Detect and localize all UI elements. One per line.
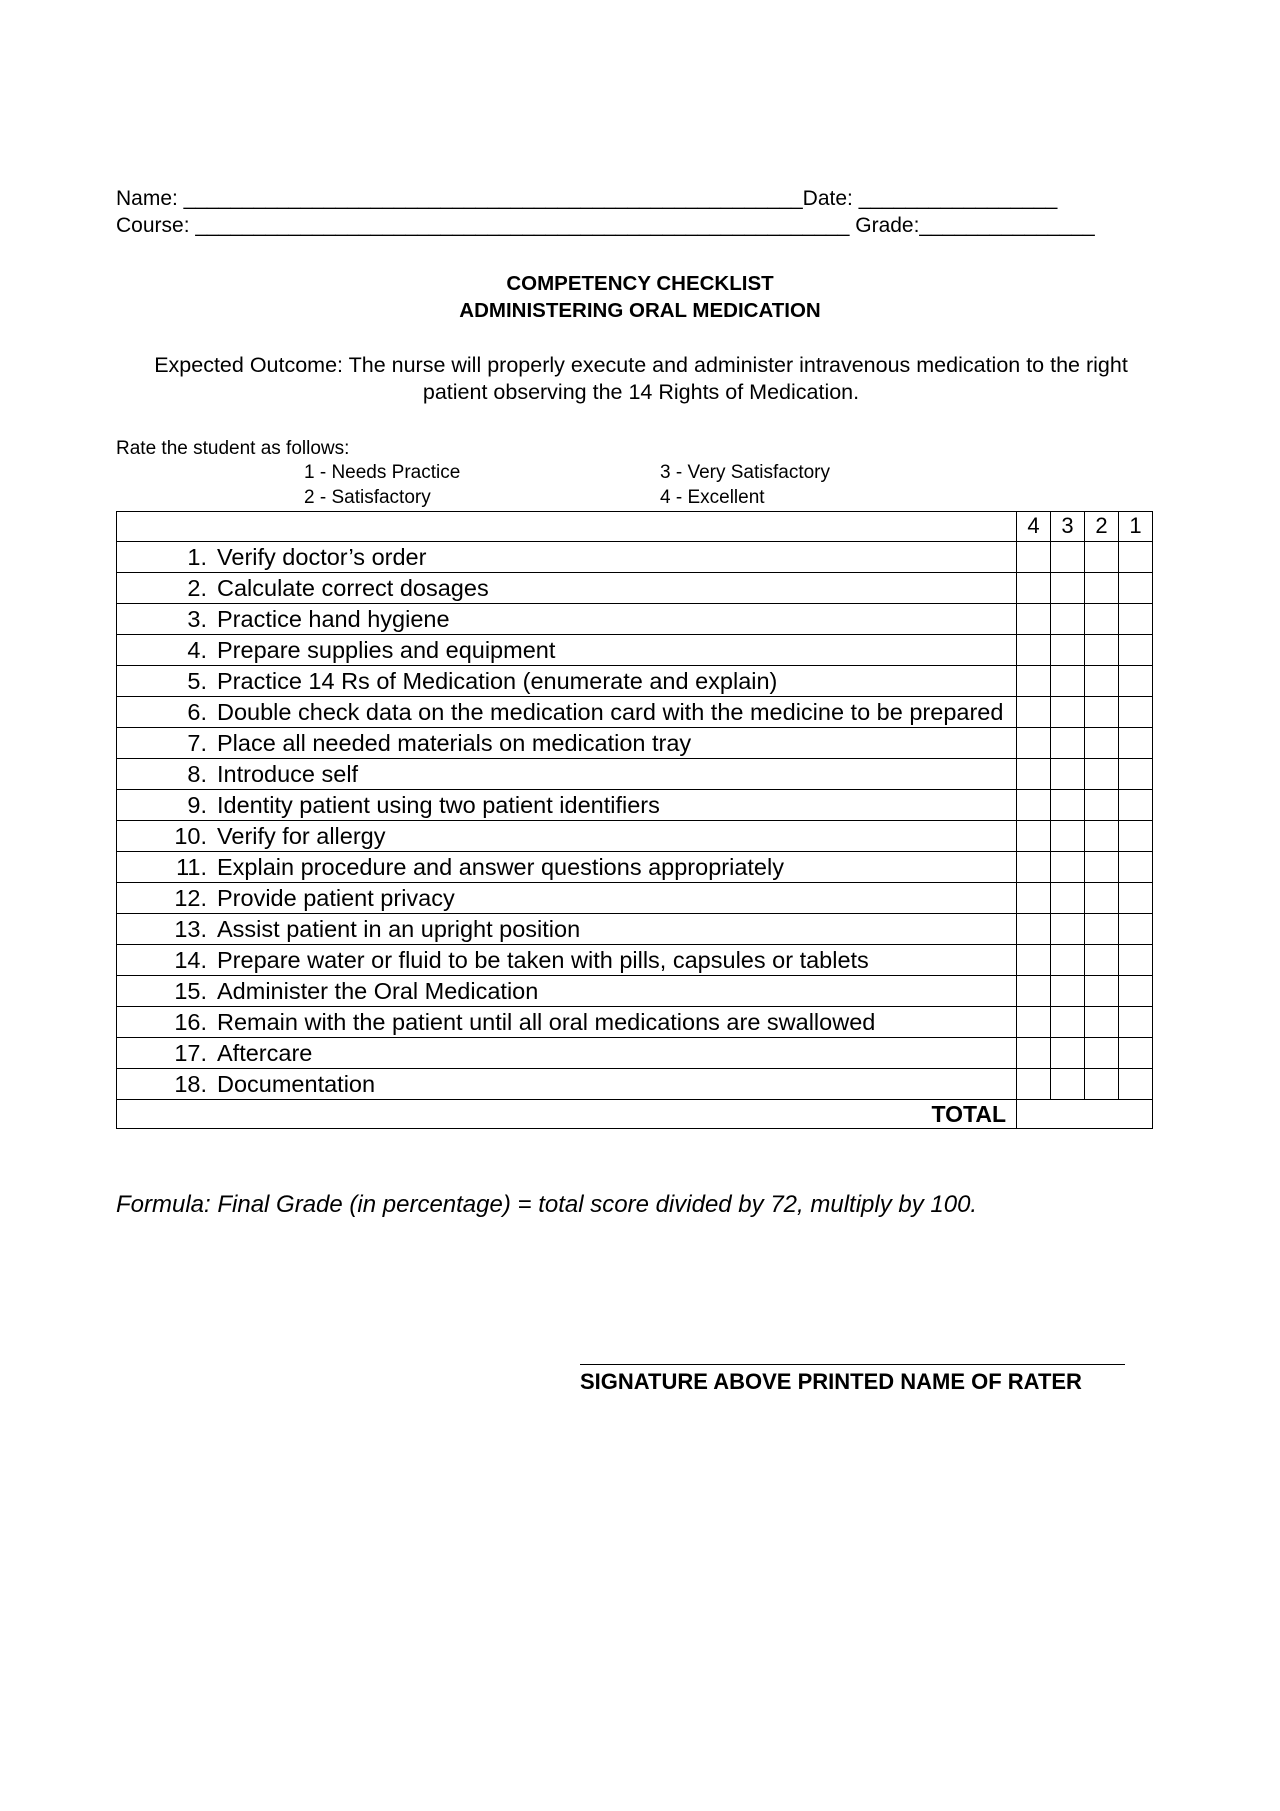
rating-checkbox-cell[interactable] (1085, 665, 1119, 696)
rating-checkbox-cell[interactable] (1051, 820, 1085, 851)
table-row (117, 1068, 1153, 1099)
task-text: Prepare supplies and equipment (217, 636, 556, 663)
rating-checkbox-cell[interactable] (1119, 727, 1153, 758)
competency-table (116, 511, 1153, 1129)
task-text: Identity patient using two patient identifiers (217, 791, 660, 818)
rating-scale-1: 1 - Needs Practice (304, 462, 461, 483)
task-cell (117, 944, 1017, 975)
table-row (117, 665, 1153, 696)
task-cell (117, 882, 1017, 913)
task-number: 15. (174, 977, 207, 1004)
task-cell (117, 1006, 1017, 1037)
task-number: 4. (187, 636, 207, 663)
task-number: 7. (187, 729, 207, 756)
rating-checkbox-cell[interactable] (1085, 789, 1119, 820)
task-number: 5. (187, 667, 207, 694)
header-blank-cell (117, 512, 1017, 542)
rating-checkbox-cell[interactable] (1085, 882, 1119, 913)
rating-checkbox-cell[interactable] (1085, 758, 1119, 789)
rating-checkbox-cell[interactable] (1085, 727, 1119, 758)
task-number: 3. (187, 605, 207, 632)
task-cell (117, 665, 1017, 696)
rating-checkbox-cell[interactable] (1017, 696, 1051, 727)
rating-checkbox-cell[interactable] (1085, 913, 1119, 944)
rating-checkbox-cell[interactable] (1119, 1037, 1153, 1068)
rating-checkbox-cell[interactable] (1085, 572, 1119, 603)
rating-checkbox-cell[interactable] (1051, 1037, 1085, 1068)
task-number: 6. (187, 698, 207, 725)
task-text: Provide patient privacy (217, 884, 455, 911)
table-row (117, 541, 1153, 572)
total-label: TOTAL (117, 1099, 1017, 1129)
rating-scale-2: 2 - Satisfactory (304, 487, 431, 508)
rating-checkbox-cell[interactable] (1051, 665, 1085, 696)
checklist-subtitle: ADMINISTERING ORAL MEDICATION (459, 299, 821, 322)
rating-checkbox-cell[interactable] (1119, 820, 1153, 851)
rating-checkbox-cell[interactable] (1017, 913, 1051, 944)
task-cell (117, 1068, 1017, 1099)
rating-checkbox-cell[interactable] (1017, 1006, 1051, 1037)
rating-checkbox-cell[interactable] (1017, 603, 1051, 634)
rating-checkbox-cell[interactable] (1017, 572, 1051, 603)
rating-checkbox-cell[interactable] (1017, 665, 1051, 696)
rating-intro: Rate the student as follows: (116, 438, 350, 459)
task-text: Place all needed materials on medication tray (217, 729, 692, 756)
task-cell (117, 603, 1017, 634)
task-text: Double check data on the medication card with the medicine to be prepared (217, 698, 1004, 725)
rating-checkbox-cell[interactable] (1051, 882, 1085, 913)
checklist-title: COMPETENCY CHECKLIST (506, 272, 774, 295)
rating-checkbox-cell[interactable] (1085, 851, 1119, 882)
task-number: 8. (187, 760, 207, 787)
rating-checkbox-cell[interactable] (1119, 975, 1153, 1006)
task-cell (117, 789, 1017, 820)
task-number: 11. (176, 853, 207, 880)
rating-checkbox-cell[interactable] (1085, 634, 1119, 665)
table-row (117, 696, 1153, 727)
table-row (117, 572, 1153, 603)
rating-checkbox-cell[interactable] (1017, 634, 1051, 665)
task-text: Aftercare (217, 1039, 313, 1066)
total-score-cell[interactable] (1017, 1099, 1153, 1129)
rating-checkbox-cell[interactable] (1085, 696, 1119, 727)
rating-checkbox-cell[interactable] (1119, 541, 1153, 572)
task-text: Explain procedure and answer questions appropriately (217, 853, 784, 880)
table-row (117, 882, 1153, 913)
rating-checkbox-cell[interactable] (1119, 572, 1153, 603)
task-cell (117, 851, 1017, 882)
task-cell (117, 913, 1017, 944)
rating-checkbox-cell[interactable] (1017, 851, 1051, 882)
rating-checkbox-cell[interactable] (1051, 758, 1085, 789)
rating-checkbox-cell[interactable] (1119, 913, 1153, 944)
task-cell (117, 696, 1017, 727)
signature-label: SIGNATURE ABOVE PRINTED NAME OF RATER (580, 1369, 1082, 1394)
rating-checkbox-cell[interactable] (1119, 696, 1153, 727)
rating-checkbox-cell[interactable] (1017, 758, 1051, 789)
table-row (117, 851, 1153, 882)
rating-checkbox-cell[interactable] (1085, 944, 1119, 975)
task-number: 10. (174, 822, 207, 849)
table-row (117, 1037, 1153, 1068)
rating-header-2: 2 (1085, 512, 1119, 542)
rating-checkbox-cell[interactable] (1051, 572, 1085, 603)
rating-checkbox-cell[interactable] (1051, 851, 1085, 882)
rating-checkbox-cell[interactable] (1051, 789, 1085, 820)
rating-checkbox-cell[interactable] (1119, 665, 1153, 696)
expected-outcome: Expected Outcome: The nurse will properly execute and administer intravenous medication to the right patient observing the 14 Rights of Medication. (154, 353, 1128, 404)
rating-checkbox-cell[interactable] (1051, 1006, 1085, 1037)
grade-formula: Formula: Final Grade (in percentage) = total score divided by 72, multiply by 100. (116, 1191, 978, 1218)
task-text: Verify doctor’s order (217, 543, 427, 570)
rating-checkbox-cell[interactable] (1017, 1068, 1051, 1099)
task-number: 13. (174, 915, 207, 942)
task-number: 14. (174, 946, 207, 973)
rating-checkbox-cell[interactable] (1085, 1037, 1119, 1068)
rating-checkbox-cell[interactable] (1017, 975, 1051, 1006)
rating-header-row (117, 512, 1153, 542)
task-text: Documentation (217, 1070, 376, 1097)
rating-checkbox-cell[interactable] (1051, 944, 1085, 975)
rating-checkbox-cell[interactable] (1017, 1037, 1051, 1068)
task-cell (117, 572, 1017, 603)
course-grade-line: Course: ________________________________________________________ Grade:_______________ (116, 214, 1095, 237)
task-text: Introduce self (217, 760, 359, 787)
rating-checkbox-cell[interactable] (1119, 758, 1153, 789)
table-row (117, 944, 1153, 975)
rating-checkbox-cell[interactable] (1085, 603, 1119, 634)
rating-checkbox-cell[interactable] (1017, 727, 1051, 758)
table-row (117, 789, 1153, 820)
task-number: 18. (174, 1070, 207, 1097)
rating-scale-4: 4 - Excellent (660, 487, 765, 508)
rating-header-1: 1 (1119, 512, 1153, 542)
rating-checkbox-cell[interactable] (1085, 541, 1119, 572)
rating-checkbox-cell[interactable] (1085, 820, 1119, 851)
task-cell (117, 541, 1017, 572)
rating-checkbox-cell[interactable] (1017, 882, 1051, 913)
task-text: Practice hand hygiene (217, 605, 450, 632)
rating-checkbox-cell[interactable] (1017, 541, 1051, 572)
task-cell (117, 975, 1017, 1006)
task-number: 9. (187, 791, 207, 818)
total-row (117, 1099, 1153, 1129)
rating-checkbox-cell[interactable] (1051, 913, 1085, 944)
rating-header-3: 3 (1051, 512, 1085, 542)
task-text: Verify for allergy (217, 822, 386, 849)
task-cell (117, 1037, 1017, 1068)
rating-checkbox-cell[interactable] (1017, 944, 1051, 975)
rating-checkbox-cell[interactable] (1051, 541, 1085, 572)
table-row (117, 634, 1153, 665)
task-number: 17. (174, 1039, 207, 1066)
rating-checkbox-cell[interactable] (1051, 727, 1085, 758)
rating-checkbox-cell[interactable] (1017, 789, 1051, 820)
task-cell (117, 727, 1017, 758)
table-row (117, 727, 1153, 758)
rating-checkbox-cell[interactable] (1085, 1006, 1119, 1037)
rating-scale-3: 3 - Very Satisfactory (660, 462, 831, 483)
task-text: Administer the Oral Medication (217, 977, 539, 1004)
rating-checkbox-cell[interactable] (1119, 851, 1153, 882)
table-row (117, 913, 1153, 944)
table-row (117, 820, 1153, 851)
signature-line (580, 1364, 1125, 1365)
task-text: Calculate correct dosages (217, 574, 489, 601)
rating-checkbox-cell[interactable] (1085, 975, 1119, 1006)
rating-checkbox-cell[interactable] (1119, 603, 1153, 634)
rating-checkbox-cell[interactable] (1119, 1006, 1153, 1037)
table-row (117, 603, 1153, 634)
rating-checkbox-cell[interactable] (1017, 820, 1051, 851)
rating-header-4: 4 (1017, 512, 1051, 542)
task-text: Prepare water or fluid to be taken with pills, capsules or tablets (217, 946, 869, 973)
rating-checkbox-cell[interactable] (1051, 634, 1085, 665)
rating-checkbox-cell[interactable] (1119, 789, 1153, 820)
task-text: Practice 14 Rs of Medication (enumerate and explain) (217, 667, 778, 694)
task-text: Remain with the patient until all oral medications are swallowed (217, 1008, 876, 1035)
table-row (117, 758, 1153, 789)
task-text: Assist patient in an upright position (217, 915, 581, 942)
task-number: 1. (187, 543, 207, 570)
task-number: 2. (187, 574, 207, 601)
rating-checkbox-cell[interactable] (1051, 603, 1085, 634)
name-date-line: Name: _____________________________________________________Date: _________________ (116, 187, 1058, 210)
table-row (117, 975, 1153, 1006)
task-number: 12. (174, 884, 207, 911)
table-row (117, 1006, 1153, 1037)
rating-checkbox-cell[interactable] (1119, 634, 1153, 665)
rating-checkbox-cell[interactable] (1085, 1068, 1119, 1099)
rating-checkbox-cell[interactable] (1051, 975, 1085, 1006)
rating-checkbox-cell[interactable] (1119, 882, 1153, 913)
task-number: 16. (174, 1008, 207, 1035)
task-cell (117, 634, 1017, 665)
task-cell (117, 758, 1017, 789)
rating-checkbox-cell[interactable] (1119, 944, 1153, 975)
rating-checkbox-cell[interactable] (1051, 696, 1085, 727)
task-cell (117, 820, 1017, 851)
rating-checkbox-cell[interactable] (1051, 1068, 1085, 1099)
rating-checkbox-cell[interactable] (1119, 1068, 1153, 1099)
